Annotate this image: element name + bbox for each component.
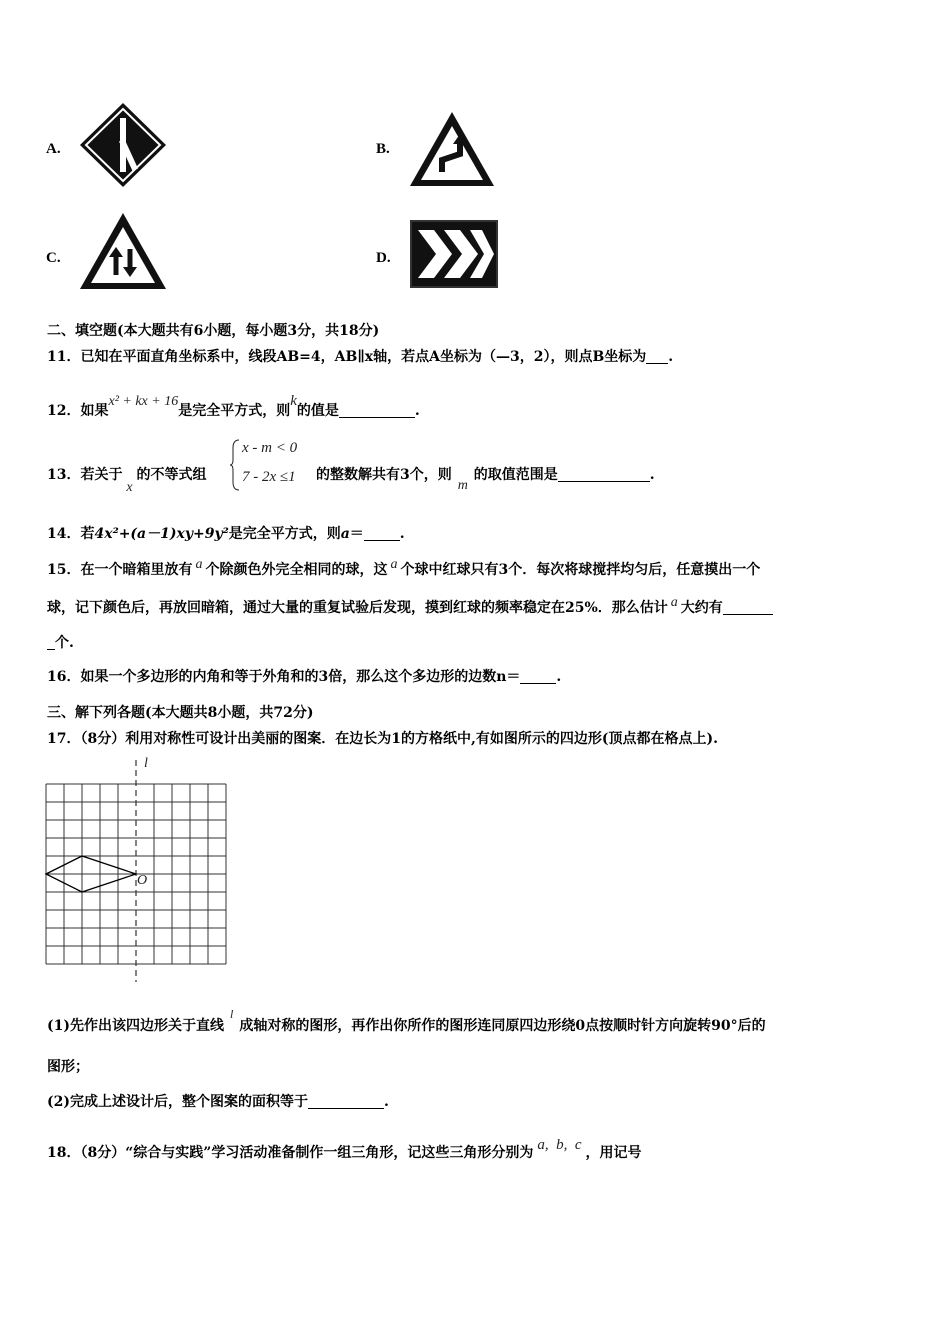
math-expression: x² + kx + 16 (108, 394, 179, 409)
answer-blank (520, 682, 556, 684)
question-13-end: . (649, 467, 655, 483)
question-14 (47, 523, 405, 543)
question-14-prefix: 14．若 (47, 526, 95, 542)
question-15-text: 大约有 (680, 600, 723, 616)
math-variable: k (290, 393, 297, 409)
brace-icon (230, 438, 240, 492)
answer-blank (308, 1107, 384, 1109)
question-18-text: 18．（8分）“综合与实践”学习活动准备制作一组三角形，记这些三角形分别为 (47, 1145, 534, 1161)
question-15-text: 个. (55, 635, 74, 651)
question-17-part-1-text: (1)先作出该四边形关于直线 (47, 1018, 224, 1034)
answer-blank (558, 480, 650, 482)
equals-sign: ＝ (349, 526, 364, 542)
question-16 (47, 666, 561, 686)
math-variables: a, b, c (537, 1137, 582, 1153)
option-d-label: D. (376, 250, 391, 266)
question-15-text: 个球中红球只有3个．每次将球搅拌均匀后，任意摸出一个 (400, 562, 761, 578)
question-15-line-1 (47, 557, 760, 579)
question-13-mid2: 的整数解共有3个，则 (316, 467, 452, 483)
question-12-prefix: 12．如果 (47, 403, 109, 419)
question-17-text: 17．（8分）利用对称性可设计出美丽的图案．在边长为1的方格纸中,有如图所示的四边形(顶点都在格点上). (47, 731, 718, 747)
question-11-text: 11．已知在平面直角坐标系中，线段AB=4，AB∥x轴，若点A坐标为（—3，2），则点B坐标为 (47, 349, 647, 365)
question-15-text: 15．在一个暗箱里放有 (47, 562, 193, 578)
origin-o-label: O (137, 873, 148, 888)
question-12-mid: 是完全平方式，则 (178, 403, 291, 419)
answer-blank (47, 648, 55, 650)
question-15-line-3 (47, 632, 74, 652)
math-variable: l (230, 1007, 234, 1021)
merge-lane-sign-icon (78, 101, 168, 189)
math-variable: x (126, 480, 133, 495)
math-variable: a (390, 557, 398, 572)
answer-blank (646, 362, 668, 364)
math-variable: a (670, 595, 678, 610)
option-a-label: A. (46, 141, 61, 157)
question-16-end: . (556, 669, 562, 685)
answer-blank (339, 416, 415, 418)
question-13-mid1: 的不等式组 (136, 467, 207, 483)
question-18 (47, 1137, 642, 1162)
question-14-end: . (399, 526, 405, 542)
question-15-line-2 (47, 595, 773, 617)
line-l-label: l (144, 756, 148, 771)
chevron-alignment-sign-icon (410, 220, 498, 288)
question-18-text: ，用记号 (585, 1145, 642, 1161)
grid-figure (40, 756, 240, 982)
math-variable: a (195, 557, 203, 572)
question-17-part-1 (47, 1007, 766, 1035)
question-17-part-2-end: . (384, 1094, 389, 1110)
inequality-1: x - m < 0 (242, 440, 298, 456)
question-17-part-2 (47, 1091, 389, 1111)
question-14-mid: 是完全平方式，则 (228, 526, 341, 542)
option-b-label: B. (376, 141, 390, 157)
section-2-title: 二、填空题(本大题共有6小题，每小题3分，共18分) (47, 323, 380, 339)
question-15-text: 个除颜色外完全相同的球，这 (205, 562, 388, 578)
question-16-text: 16．如果一个多边形的内角和等于外角和的3倍，那么这个多边形的边数n＝ (47, 669, 521, 685)
inequality-2: 7 - 2x ≤1 (242, 469, 296, 485)
question-13-prefix: 13．若关于 (47, 467, 123, 483)
math-expression: 4x²+(a－1)xy+9y² (94, 526, 229, 542)
question-13-suffix: 的取值范围是 (473, 467, 558, 483)
question-13-rest (316, 464, 655, 494)
answer-blank (364, 539, 400, 541)
answer-blank (723, 613, 773, 615)
question-12 (47, 381, 420, 431)
question-13 (47, 464, 206, 496)
math-variable: a (340, 526, 350, 542)
question-12-suffix: 的值是 (296, 403, 339, 419)
reverse-curve-warning-sign-icon (408, 110, 496, 188)
question-17-part-1-cont: 图形； (47, 1059, 89, 1075)
section-3-title: 三、解下列各题(本大题共8小题，共72分) (47, 705, 314, 721)
question-11-end: . (668, 349, 674, 365)
option-c-label: C. (46, 250, 61, 266)
question-11 (47, 346, 673, 366)
two-way-traffic-warning-sign-icon (78, 211, 168, 291)
question-12-end: . (414, 403, 420, 419)
question-17-part-2-text: (2)完成上述设计后，整个图案的面积等于 (47, 1094, 308, 1110)
question-17-part-1-text: 成轴对称的图形，再作出你所作的图形连同原四边形绕0点按顺时针方向旋转90°后的 (239, 1018, 766, 1034)
question-15-text: 球，记下颜色后，再放回暗箱，通过大量的重复试验后发现，摸到红球的频率稳定在25%．那么估计 (47, 600, 668, 616)
math-variable: m (457, 478, 468, 493)
